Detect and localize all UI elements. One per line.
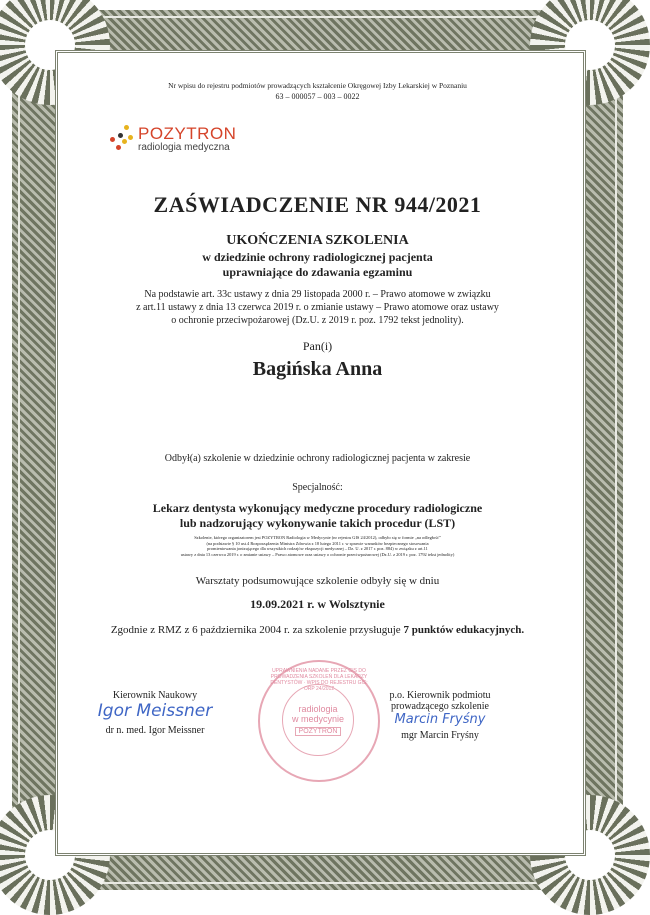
- legal-basis-line: z art.11 ustawy z dnia 13 czerwca 2019 r. o zmianie ustawy – Prawo atomowe oraz ustawy: [136, 302, 499, 313]
- points-label: Zgodnie z RMZ z 6 października 2004 r. za szkolenie przysługuje: [110, 624, 401, 636]
- fine-print-line: promieniowania jonizującego dla wszystkich rodzajów ekspozycji medycznej – Dz. U. z 2017 r. poz. 884) w związku z art.11: [207, 546, 428, 551]
- stamp-line: POZYTRON: [295, 727, 342, 736]
- logo-subtitle: radiologia medyczna: [138, 141, 230, 153]
- right-signature-block: [365, 690, 515, 741]
- points-text: [60, 624, 575, 636]
- stamp-line: radiologia: [298, 704, 338, 714]
- signature: Marcin Fryśny: [394, 712, 486, 727]
- stamp-ring-text: UPRAWNIENIA NADANE PRZEZ GIS DO PROWADZENIA SZKOLEŃ DLA LEKARZY DENTYSTÓW · WPIS DO REJESTRU GIS: ORP 24/2012: [270, 668, 368, 692]
- specialty-label: Specjalność:: [292, 482, 343, 493]
- pozytron-logo: [108, 125, 236, 153]
- subtitle-line: w dziedzinie ochrony radiologicznej pacjenta: [202, 250, 433, 264]
- logo-name: POZYTRON: [138, 123, 237, 143]
- salutation: Pan(i): [302, 339, 333, 353]
- fine-print-line: Szkolenie, którego organizatorem jest POZYTRON Radiologia w Medycynie (nr rejestru GIS 24/2012), odbyło się w formie „na odległość”: [194, 535, 441, 540]
- signature: Igor Meissner: [97, 701, 213, 721]
- logo-molecule-icon: [108, 125, 134, 153]
- certificate-title: ZAŚWIADCZENIE NR 944/2021: [153, 192, 482, 217]
- official-stamp: [258, 660, 380, 782]
- recipient-name: Bagińska Anna: [252, 358, 383, 380]
- subtitle-line: UKOŃCZENIA SZKOLENIA: [226, 233, 409, 248]
- stamp-line: w medycynie: [291, 714, 345, 724]
- subtitle-line: uprawniające do zdawania egzaminu: [222, 265, 413, 279]
- registry-note: Nr wpisu do rejestru podmiotów prowadzących kształcenie Okręgowej Izby Lekarskiej w Poznaniu: [168, 81, 467, 90]
- specialty-line: lub nadzorujący wykonywanie takich procedur (LST): [179, 516, 456, 530]
- completed-text: Odbył(a) szkolenie w dziedzinie ochrony radiologicznej pacjenta w zakresie: [164, 453, 471, 464]
- workshop-date: 19.09.2021 r. w Wolsztynie: [250, 597, 385, 611]
- legal-basis-line: Na podstawie art. 33c ustawy z dnia 29 listopada 2000 r. – Prawo atomowe w związku: [144, 289, 491, 300]
- signatory-role: Kierownik Naukowy: [112, 690, 198, 701]
- registry-number: 63 – 000057 – 003 – 0022: [275, 92, 360, 101]
- signatory-role: p.o. Kierownik podmiotu: [389, 690, 491, 701]
- signatory-role: prowadzącego szkolenie: [390, 701, 489, 712]
- legal-basis-line: o ochronie przeciwpożarowej (Dz.U. z 2019 r. poz. 1792 tekst jednolity).: [171, 315, 464, 326]
- fine-print: [60, 535, 575, 557]
- fine-print-line: (na podstawie § 10 ust.4 Rozporządzenia Ministra Zdrowia z 18 lutego 2011 r. w sprawie warunków bezpiecznego stosowania: [206, 540, 429, 546]
- specialty-line: Lekarz dentysta wykonujący medyczne procedury radiologiczne: [152, 501, 483, 515]
- left-signature-block: [95, 690, 215, 736]
- signatory-name: dr n. med. Igor Meissner: [105, 725, 205, 736]
- fine-print-line: ustawy z dnia 13 czerwca 2019 r. o zmianie ustawy – Prawo atomowe oraz ustawy o ochronie przeciwpożarowej (Dz.U. z 2019 r. poz. 1792 tekst jednolity): [180, 551, 455, 557]
- points-value: 7 punktów edukacyjnych.: [403, 624, 525, 636]
- workshop-text: Warsztaty podsumowujące szkolenie odbyły się w dniu: [195, 575, 440, 587]
- signatory-name: mgr Marcin Fryśny: [401, 730, 479, 741]
